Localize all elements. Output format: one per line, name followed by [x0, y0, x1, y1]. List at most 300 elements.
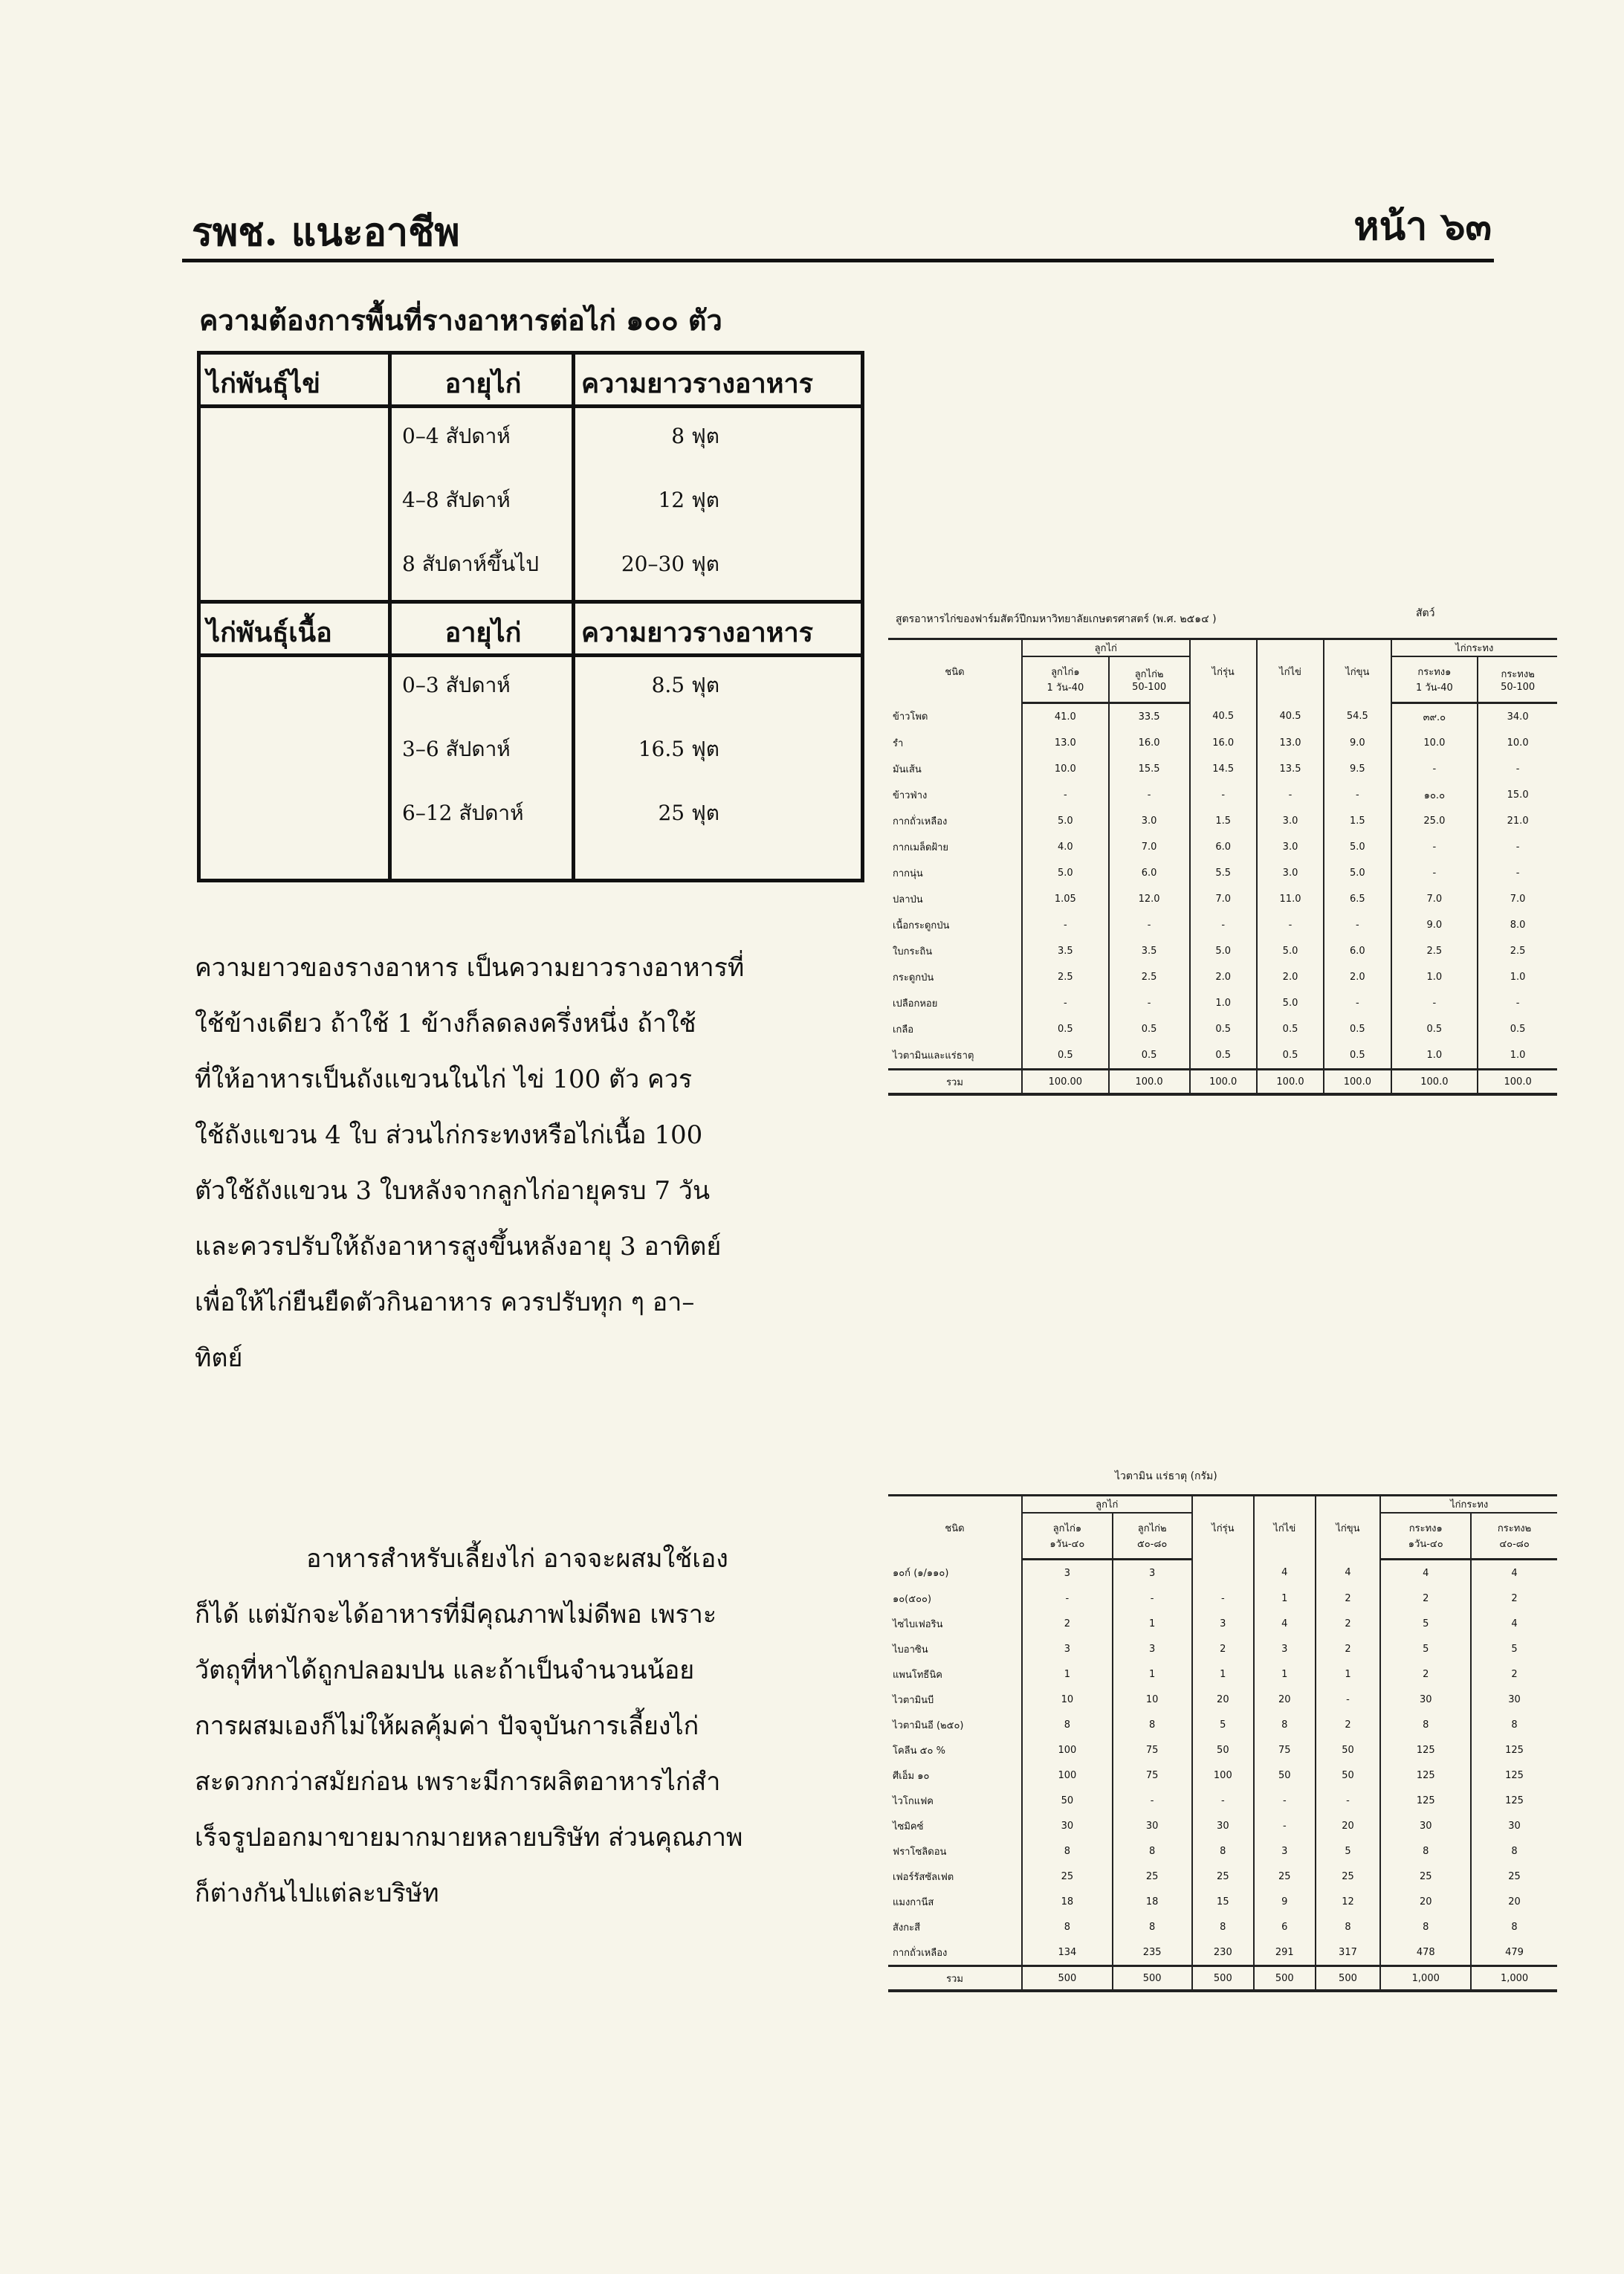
table-row: [888, 1560, 1557, 1586]
value-cell: 2: [1380, 1586, 1471, 1611]
text-line: ก็ต่างกันไปแต่ละบริษัท: [195, 1879, 439, 1908]
ingredient-name-cell: ๑๐ก์ (๑/๑๑๐): [893, 1567, 949, 1579]
ingredient-name-cell: ไบอาซิน: [893, 1644, 928, 1656]
table-row: [888, 1712, 1557, 1737]
value-cell: 2.0: [1190, 964, 1257, 990]
value-cell: 1: [1316, 1661, 1381, 1687]
ingredient-name-cell: โคลีน ๕๐ %: [893, 1745, 945, 1757]
value-cell: 8: [1380, 1712, 1471, 1737]
header-divider: [182, 259, 1494, 262]
value-cell: -: [1192, 1788, 1254, 1813]
value-cell: 7.0: [1478, 886, 1557, 912]
value-cell: 8: [1022, 1914, 1113, 1939]
value-cell: 0.5: [1324, 1016, 1391, 1042]
ingredient-name-cell: ปลาป่น: [893, 894, 923, 905]
value-cell: -: [1022, 782, 1109, 808]
length-cell: 25 ฟุต: [574, 785, 863, 881]
table1-col-length: ความยาวรางอาหาร: [574, 353, 863, 407]
value-cell: 8: [1022, 1838, 1113, 1864]
table1-col-age: อายุไก่: [390, 353, 574, 407]
value-cell: 30: [1471, 1687, 1557, 1712]
value-cell: 125: [1380, 1737, 1471, 1763]
value-cell: 1.0: [1391, 1042, 1478, 1070]
ingredient-name-cell: แพนโทธีนิค: [893, 1669, 942, 1681]
value-cell: 7.0: [1109, 834, 1190, 860]
value-cell: 8: [1192, 1838, 1254, 1864]
value-cell: 75: [1254, 1737, 1315, 1763]
col-chick-1-age: ๑วัน-๔๐: [1049, 1539, 1085, 1550]
ingredient-name-cell: ๑๐(๕๐๐): [893, 1593, 932, 1605]
value-cell: 12.0: [1109, 886, 1190, 912]
table-row: [888, 1016, 1557, 1042]
text-line: ที่ให้อาหารเป็นถังแขวนในไก่ ไข่ 100 ตัว ควร: [195, 1065, 693, 1094]
value-cell: 18: [1113, 1889, 1192, 1914]
value-cell: 3.5: [1022, 938, 1109, 964]
value-cell: 7.0: [1391, 886, 1478, 912]
length-cell: 12 ฟุต: [574, 472, 863, 536]
col-broiler-1: กระทง๑: [1408, 1523, 1443, 1534]
value-cell: 3: [1254, 1636, 1315, 1661]
ingredient-name-cell: กระดูกป่น: [893, 972, 934, 983]
value-cell: -: [1109, 782, 1190, 808]
ingredient-name-cell: ไวตามินอี (๒๕๐): [893, 1719, 964, 1731]
value-cell: 6.0: [1190, 834, 1257, 860]
ingredient-name-cell: ไซไบเฟอริน: [893, 1618, 943, 1630]
col-group-chick: ลูกไก่: [1022, 1496, 1192, 1514]
value-cell: 1.5: [1190, 808, 1257, 834]
value-cell: 8: [1113, 1838, 1192, 1864]
value-cell: 5.5: [1190, 860, 1257, 886]
value-cell: 50: [1316, 1737, 1381, 1763]
value-cell: 3: [1022, 1636, 1113, 1661]
value-cell: -: [1478, 834, 1557, 860]
table-row: [888, 730, 1557, 756]
value-cell: 1.0: [1391, 964, 1478, 990]
col-layer: ไก่ไข่: [1254, 1496, 1315, 1560]
col-chick-2: ลูกไก่๒: [1137, 1523, 1167, 1534]
value-cell: 0.5: [1391, 1016, 1478, 1042]
value-cell: 8: [1471, 1838, 1557, 1864]
value-cell: 9.0: [1391, 912, 1478, 938]
text-line: การผสมเองก็ไม่ให้ผลคุ้มค่า ปัจจุบันการเลี้ยงไก่: [195, 1711, 699, 1741]
value-cell: 8: [1380, 1838, 1471, 1864]
value-cell: 12: [1316, 1889, 1381, 1914]
age-cell: 0–3 สัปดาห์: [390, 656, 574, 722]
table-row: [199, 785, 863, 881]
value-cell: 2: [1316, 1712, 1381, 1737]
table2-note: สัตว์: [1416, 607, 1435, 619]
value-cell: 4: [1380, 1560, 1471, 1586]
value-cell: 20: [1380, 1889, 1471, 1914]
value-cell: 291: [1254, 1939, 1315, 1966]
page-number: หน้า ๖๓: [1353, 204, 1492, 249]
value-cell: 125: [1380, 1788, 1471, 1813]
value-cell: -: [1391, 990, 1478, 1016]
value-cell: 5: [1192, 1712, 1254, 1737]
table-row: [888, 1687, 1557, 1712]
value-cell: 3: [1113, 1636, 1192, 1661]
col-broiler-2: กระทง๒: [1501, 669, 1535, 680]
value-cell: 8: [1022, 1712, 1113, 1737]
length-cell: 8.5 ฟุต: [574, 656, 863, 722]
text-line: สะดวกกว่าสมัยก่อน เพราะมีการผลิตอาหารไก่สำ: [195, 1767, 721, 1797]
table-row: [199, 472, 863, 536]
table-row: [888, 1889, 1557, 1914]
total-label: รวม: [888, 1966, 1022, 1992]
value-cell: 9: [1254, 1889, 1315, 1914]
value-cell: 10.0: [1022, 756, 1109, 782]
value-cell: 13.0: [1022, 730, 1109, 756]
value-cell: -: [1190, 782, 1257, 808]
col-chick-2-age: ๕๐-๘๐: [1136, 1539, 1168, 1550]
value-cell: 30: [1380, 1687, 1471, 1712]
value-cell: 2: [1316, 1586, 1381, 1611]
total-value: 500: [1022, 1966, 1113, 1992]
feed-formula-table: [888, 638, 1557, 1096]
value-cell: 25.0: [1391, 808, 1478, 834]
ingredient-name-cell: เกลือ: [893, 1024, 914, 1036]
value-cell: 2: [1471, 1661, 1557, 1687]
value-cell: 5: [1316, 1838, 1381, 1864]
value-cell: 25: [1022, 1864, 1113, 1889]
value-cell: 2: [1316, 1636, 1381, 1661]
text-line: วัตถุที่หาได้ถูกปลอมปน และถ้าเป็นจำนวนน้อย: [195, 1656, 695, 1685]
value-cell: 2.5: [1109, 964, 1190, 990]
value-cell: 125: [1471, 1763, 1557, 1788]
value-cell: -: [1254, 1788, 1315, 1813]
table1-header-row: [199, 353, 863, 407]
table-row: [199, 536, 863, 602]
age-cell: 6–12 สัปดาห์: [390, 785, 574, 881]
value-cell: 15: [1192, 1889, 1254, 1914]
table3-title: ไวตามิน แร่ธาตุ (กรัม): [1115, 1470, 1217, 1482]
ingredient-name-cell: เปลือกหอย: [893, 998, 938, 1010]
value-cell: 2: [1192, 1636, 1254, 1661]
value-cell: 2.0: [1257, 964, 1324, 990]
table1-col-breed: ไก่พันธุ์เนื้อ: [199, 602, 390, 656]
text-line: และควรปรับให้ถังอาหารสูงขึ้นหลังอายุ 3 อาทิตย์: [195, 1232, 722, 1262]
value-cell: 8: [1471, 1712, 1557, 1737]
value-cell: 1: [1113, 1611, 1192, 1636]
col-chick-2: ลูกไก่๒: [1134, 669, 1164, 680]
value-cell: 54.5: [1324, 703, 1391, 731]
value-cell: 125: [1380, 1763, 1471, 1788]
value-cell: 479: [1471, 1939, 1557, 1966]
col-layer: ไก่ไข่: [1257, 639, 1324, 703]
ingredient-name-cell: เนื้อกระดูกป่น: [893, 920, 950, 931]
total-row: [888, 1070, 1557, 1095]
col-chick-1: ลูกไก่๑: [1051, 667, 1080, 678]
total-label: รวม: [888, 1070, 1022, 1095]
value-cell: -: [1478, 860, 1557, 886]
ingredient-name-cell: ใบกระถิน: [893, 946, 933, 957]
age-cell: 3–6 สัปดาห์: [390, 721, 574, 785]
ingredient-name-cell: เฟอร์รัสซัลเฟต: [893, 1871, 954, 1883]
ingredient-name-cell: กากเมล็ดฝ้าย: [893, 842, 948, 853]
table-row: [888, 1611, 1557, 1636]
age-cell: 8 สัปดาห์ขึ้นไป: [390, 536, 574, 602]
value-cell: 8: [1471, 1914, 1557, 1939]
value-cell: 30: [1022, 1813, 1113, 1838]
value-cell: 317: [1316, 1939, 1381, 1966]
value-cell: 25: [1380, 1864, 1471, 1889]
value-cell: 1.0: [1190, 990, 1257, 1016]
value-cell: 5.0: [1324, 834, 1391, 860]
table-row: [888, 703, 1557, 731]
value-cell: -: [1324, 912, 1391, 938]
value-cell: 478: [1380, 1939, 1471, 1966]
value-cell: 4: [1254, 1611, 1315, 1636]
value-cell: 4: [1471, 1611, 1557, 1636]
value-cell: 5.0: [1324, 860, 1391, 886]
value-cell: 40.5: [1190, 703, 1257, 731]
ingredient-name-cell: ข้าวฟ่าง: [893, 790, 928, 801]
value-cell: -: [1391, 756, 1478, 782]
ingredient-name-cell: แมงกานีส: [893, 1896, 934, 1908]
value-cell: 34.0: [1478, 703, 1557, 731]
value-cell: 100: [1192, 1763, 1254, 1788]
value-cell: 100: [1022, 1737, 1113, 1763]
ingredient-name-cell: ไวตามินบี: [893, 1694, 934, 1706]
value-cell: 4.0: [1022, 834, 1109, 860]
col-grower: ไก่รุ่น: [1190, 639, 1257, 703]
value-cell: -: [1324, 782, 1391, 808]
value-cell: -: [1109, 990, 1190, 1016]
col-broiler-2-age: ๔๐-๘๐: [1499, 1539, 1530, 1550]
total-value: 500: [1316, 1966, 1381, 1992]
value-cell: -: [1478, 756, 1557, 782]
value-cell: 3.0: [1257, 860, 1324, 886]
value-cell: -: [1022, 912, 1109, 938]
value-cell: 0.5: [1109, 1042, 1190, 1070]
value-cell: 3: [1254, 1838, 1315, 1864]
value-cell: [1192, 1560, 1254, 1586]
value-cell: 16.0: [1109, 730, 1190, 756]
value-cell: 2: [1022, 1611, 1113, 1636]
value-cell: 2.5: [1478, 938, 1557, 964]
value-cell: 30: [1192, 1813, 1254, 1838]
length-cell: 16.5 ฟุต: [574, 721, 863, 785]
total-value: 500: [1113, 1966, 1192, 1992]
value-cell: 20: [1254, 1687, 1315, 1712]
value-cell: 15.5: [1109, 756, 1190, 782]
value-cell: 6.0: [1109, 860, 1190, 886]
total-value: 100.0: [1391, 1070, 1478, 1095]
value-cell: 3: [1022, 1560, 1113, 1586]
ingredient-name-cell: กากถั่วเหลือง: [893, 816, 948, 827]
value-cell: 9.5: [1324, 756, 1391, 782]
value-cell: 3.5: [1109, 938, 1190, 964]
value-cell: 5.0: [1022, 860, 1109, 886]
value-cell: 10: [1113, 1687, 1192, 1712]
value-cell: 11.0: [1257, 886, 1324, 912]
table-row: [199, 407, 863, 473]
value-cell: -: [1022, 990, 1109, 1016]
table-row: [888, 1636, 1557, 1661]
value-cell: 25: [1254, 1864, 1315, 1889]
value-cell: 125: [1471, 1788, 1557, 1813]
value-cell: 8: [1380, 1914, 1471, 1939]
value-cell: 0.5: [1022, 1016, 1109, 1042]
value-cell: 10.0: [1478, 730, 1557, 756]
value-cell: 30: [1471, 1813, 1557, 1838]
value-cell: 25: [1471, 1864, 1557, 1889]
total-value: 1,000: [1380, 1966, 1471, 1992]
value-cell: 1.0: [1478, 964, 1557, 990]
value-cell: 75: [1113, 1737, 1192, 1763]
table-row: [888, 756, 1557, 782]
table-row: [888, 1813, 1557, 1838]
value-cell: 13.0: [1257, 730, 1324, 756]
ingredient-name-cell: ไวโกแฟค: [893, 1795, 934, 1807]
value-cell: 41.0: [1022, 703, 1109, 731]
value-cell: 8: [1113, 1712, 1192, 1737]
value-cell: -: [1257, 782, 1324, 808]
table-row: [888, 1788, 1557, 1813]
value-cell: 100: [1022, 1763, 1113, 1788]
table-row: [888, 1838, 1557, 1864]
value-cell: 2.5: [1391, 938, 1478, 964]
table-row: [199, 721, 863, 785]
value-cell: 5.0: [1257, 990, 1324, 1016]
value-cell: 3.0: [1257, 834, 1324, 860]
value-cell: ๑๐.๐: [1391, 782, 1478, 808]
col-chick-1-age: 1 วัน-40: [1046, 682, 1084, 694]
value-cell: 6: [1254, 1914, 1315, 1939]
text-line: ตัวใช้ถังแขวน 3 ใบหลังจากลูกไก่อายุครบ 7 วัน: [195, 1176, 711, 1206]
ingredient-name-cell: ไซมิคซ์: [893, 1821, 924, 1832]
text-line: ใช้ข้างเดียว ถ้าใช้ 1 ข้างก็ลดลงครึ่งหนึ่ง ถ้าใช้: [195, 1009, 696, 1039]
value-cell: -: [1192, 1586, 1254, 1611]
value-cell: 10.0: [1391, 730, 1478, 756]
total-value: 100.0: [1257, 1070, 1324, 1095]
header-left-title: รพช. แนะอาชีพ: [192, 210, 460, 255]
table-row: [888, 782, 1557, 808]
value-cell: -: [1109, 912, 1190, 938]
table-row: [888, 808, 1557, 834]
table-row: [888, 1939, 1557, 1966]
col-group-chick: ลูกไก่: [1022, 639, 1190, 657]
value-cell: 5.0: [1190, 938, 1257, 964]
col-group-broiler: ไก่กระทง: [1391, 639, 1557, 657]
value-cell: 1: [1254, 1586, 1315, 1611]
table-row: [888, 990, 1557, 1016]
value-cell: 6.0: [1324, 938, 1391, 964]
value-cell: 8: [1254, 1712, 1315, 1737]
value-cell: 40.5: [1257, 703, 1324, 731]
table-row: [888, 886, 1557, 912]
text-line: ก็ได้ แต่มักจะได้อาหารที่มีคุณภาพไม่ดีพอ เพราะ: [195, 1600, 717, 1629]
text-line: อาหารสำหรับเลี้ยงไก่ อาจจะผสมใช้เอง: [306, 1544, 728, 1574]
value-cell: 0.5: [1257, 1042, 1324, 1070]
value-cell: -: [1190, 912, 1257, 938]
value-cell: -: [1316, 1687, 1381, 1712]
value-cell: 5: [1380, 1636, 1471, 1661]
value-cell: 8: [1316, 1914, 1381, 1939]
value-cell: 5.0: [1257, 938, 1324, 964]
value-cell: 3: [1113, 1560, 1192, 1586]
value-cell: 2.0: [1324, 964, 1391, 990]
value-cell: 0.5: [1190, 1016, 1257, 1042]
value-cell: 4: [1316, 1560, 1381, 1586]
value-cell: 4: [1471, 1560, 1557, 1586]
value-cell: 9.0: [1324, 730, 1391, 756]
value-cell: -: [1113, 1788, 1192, 1813]
total-value: 100.0: [1478, 1070, 1557, 1095]
col-broiler-1-age: ๑วัน-๔๐: [1408, 1539, 1443, 1550]
col-grower: ไก่รุ่น: [1192, 1496, 1254, 1560]
col-chick-1: ลูกไก่๑: [1052, 1523, 1082, 1534]
table1-title: ความต้องการพื้นที่รางอาหารต่อไก่ ๑๐๐ ตัว: [199, 303, 722, 337]
text-line: เพื่อให้ไก่ยืนยืดตัวกินอาหาร ควรปรับทุก ๆ อา–: [195, 1288, 695, 1317]
table-row: [888, 834, 1557, 860]
value-cell: 20: [1471, 1889, 1557, 1914]
value-cell: 2: [1471, 1586, 1557, 1611]
paragraph-feeder-length: [195, 940, 849, 1386]
value-cell: 2.5: [1022, 964, 1109, 990]
total-row: [888, 1966, 1557, 1992]
table-row: [888, 1914, 1557, 1939]
ingredient-name-cell: กากนุ่น: [893, 868, 923, 879]
col-fattening: ไก่ขุน: [1324, 639, 1391, 703]
table-row: [199, 656, 863, 722]
table-row: [888, 1586, 1557, 1611]
value-cell: 125: [1471, 1737, 1557, 1763]
value-cell: 30: [1113, 1813, 1192, 1838]
col-broiler-1-age: 1 วัน-40: [1415, 682, 1453, 694]
col-broiler-1: กระทง๑: [1417, 667, 1452, 678]
value-cell: 21.0: [1478, 808, 1557, 834]
ingredient-name-cell: มันเส้น: [893, 764, 922, 775]
col-chick-2-age: 50-100: [1132, 682, 1167, 693]
value-cell: 4: [1254, 1560, 1315, 1586]
value-cell: 7.0: [1190, 886, 1257, 912]
value-cell: 1.5: [1324, 808, 1391, 834]
total-value: 100.00: [1022, 1070, 1109, 1095]
value-cell: -: [1324, 990, 1391, 1016]
value-cell: 0.5: [1190, 1042, 1257, 1070]
total-value: 100.0: [1324, 1070, 1391, 1095]
length-cell: 8 ฟุต: [574, 407, 863, 473]
value-cell: 10: [1022, 1687, 1113, 1712]
value-cell: 33.5: [1109, 703, 1190, 731]
value-cell: 0.5: [1022, 1042, 1109, 1070]
total-value: 500: [1254, 1966, 1315, 1992]
value-cell: 0.5: [1109, 1016, 1190, 1042]
total-value: 100.0: [1109, 1070, 1190, 1095]
table-row: [888, 860, 1557, 886]
value-cell: 2: [1316, 1611, 1381, 1636]
table1-header-row: [199, 602, 863, 656]
text-line: เร็จรูปออกมาขายมากมายหลายบริษัท ส่วนคุณภาพ: [195, 1823, 743, 1853]
value-cell: 8: [1192, 1914, 1254, 1939]
value-cell: -: [1316, 1788, 1381, 1813]
value-cell: 5: [1380, 1611, 1471, 1636]
value-cell: 5: [1471, 1636, 1557, 1661]
value-cell: 75: [1113, 1763, 1192, 1788]
ingredient-name-cell: รำ: [893, 738, 904, 749]
value-cell: 1: [1113, 1661, 1192, 1687]
value-cell: 8.0: [1478, 912, 1557, 938]
value-cell: 3.0: [1109, 808, 1190, 834]
age-cell: 0–4 สัปดาห์: [390, 407, 574, 473]
col-name: ชนิด: [888, 639, 1022, 703]
value-cell: 50: [1022, 1788, 1113, 1813]
value-cell: 14.5: [1190, 756, 1257, 782]
value-cell: 15.0: [1478, 782, 1557, 808]
text-line: ทิตย์: [195, 1343, 243, 1373]
value-cell: 8: [1113, 1914, 1192, 1939]
